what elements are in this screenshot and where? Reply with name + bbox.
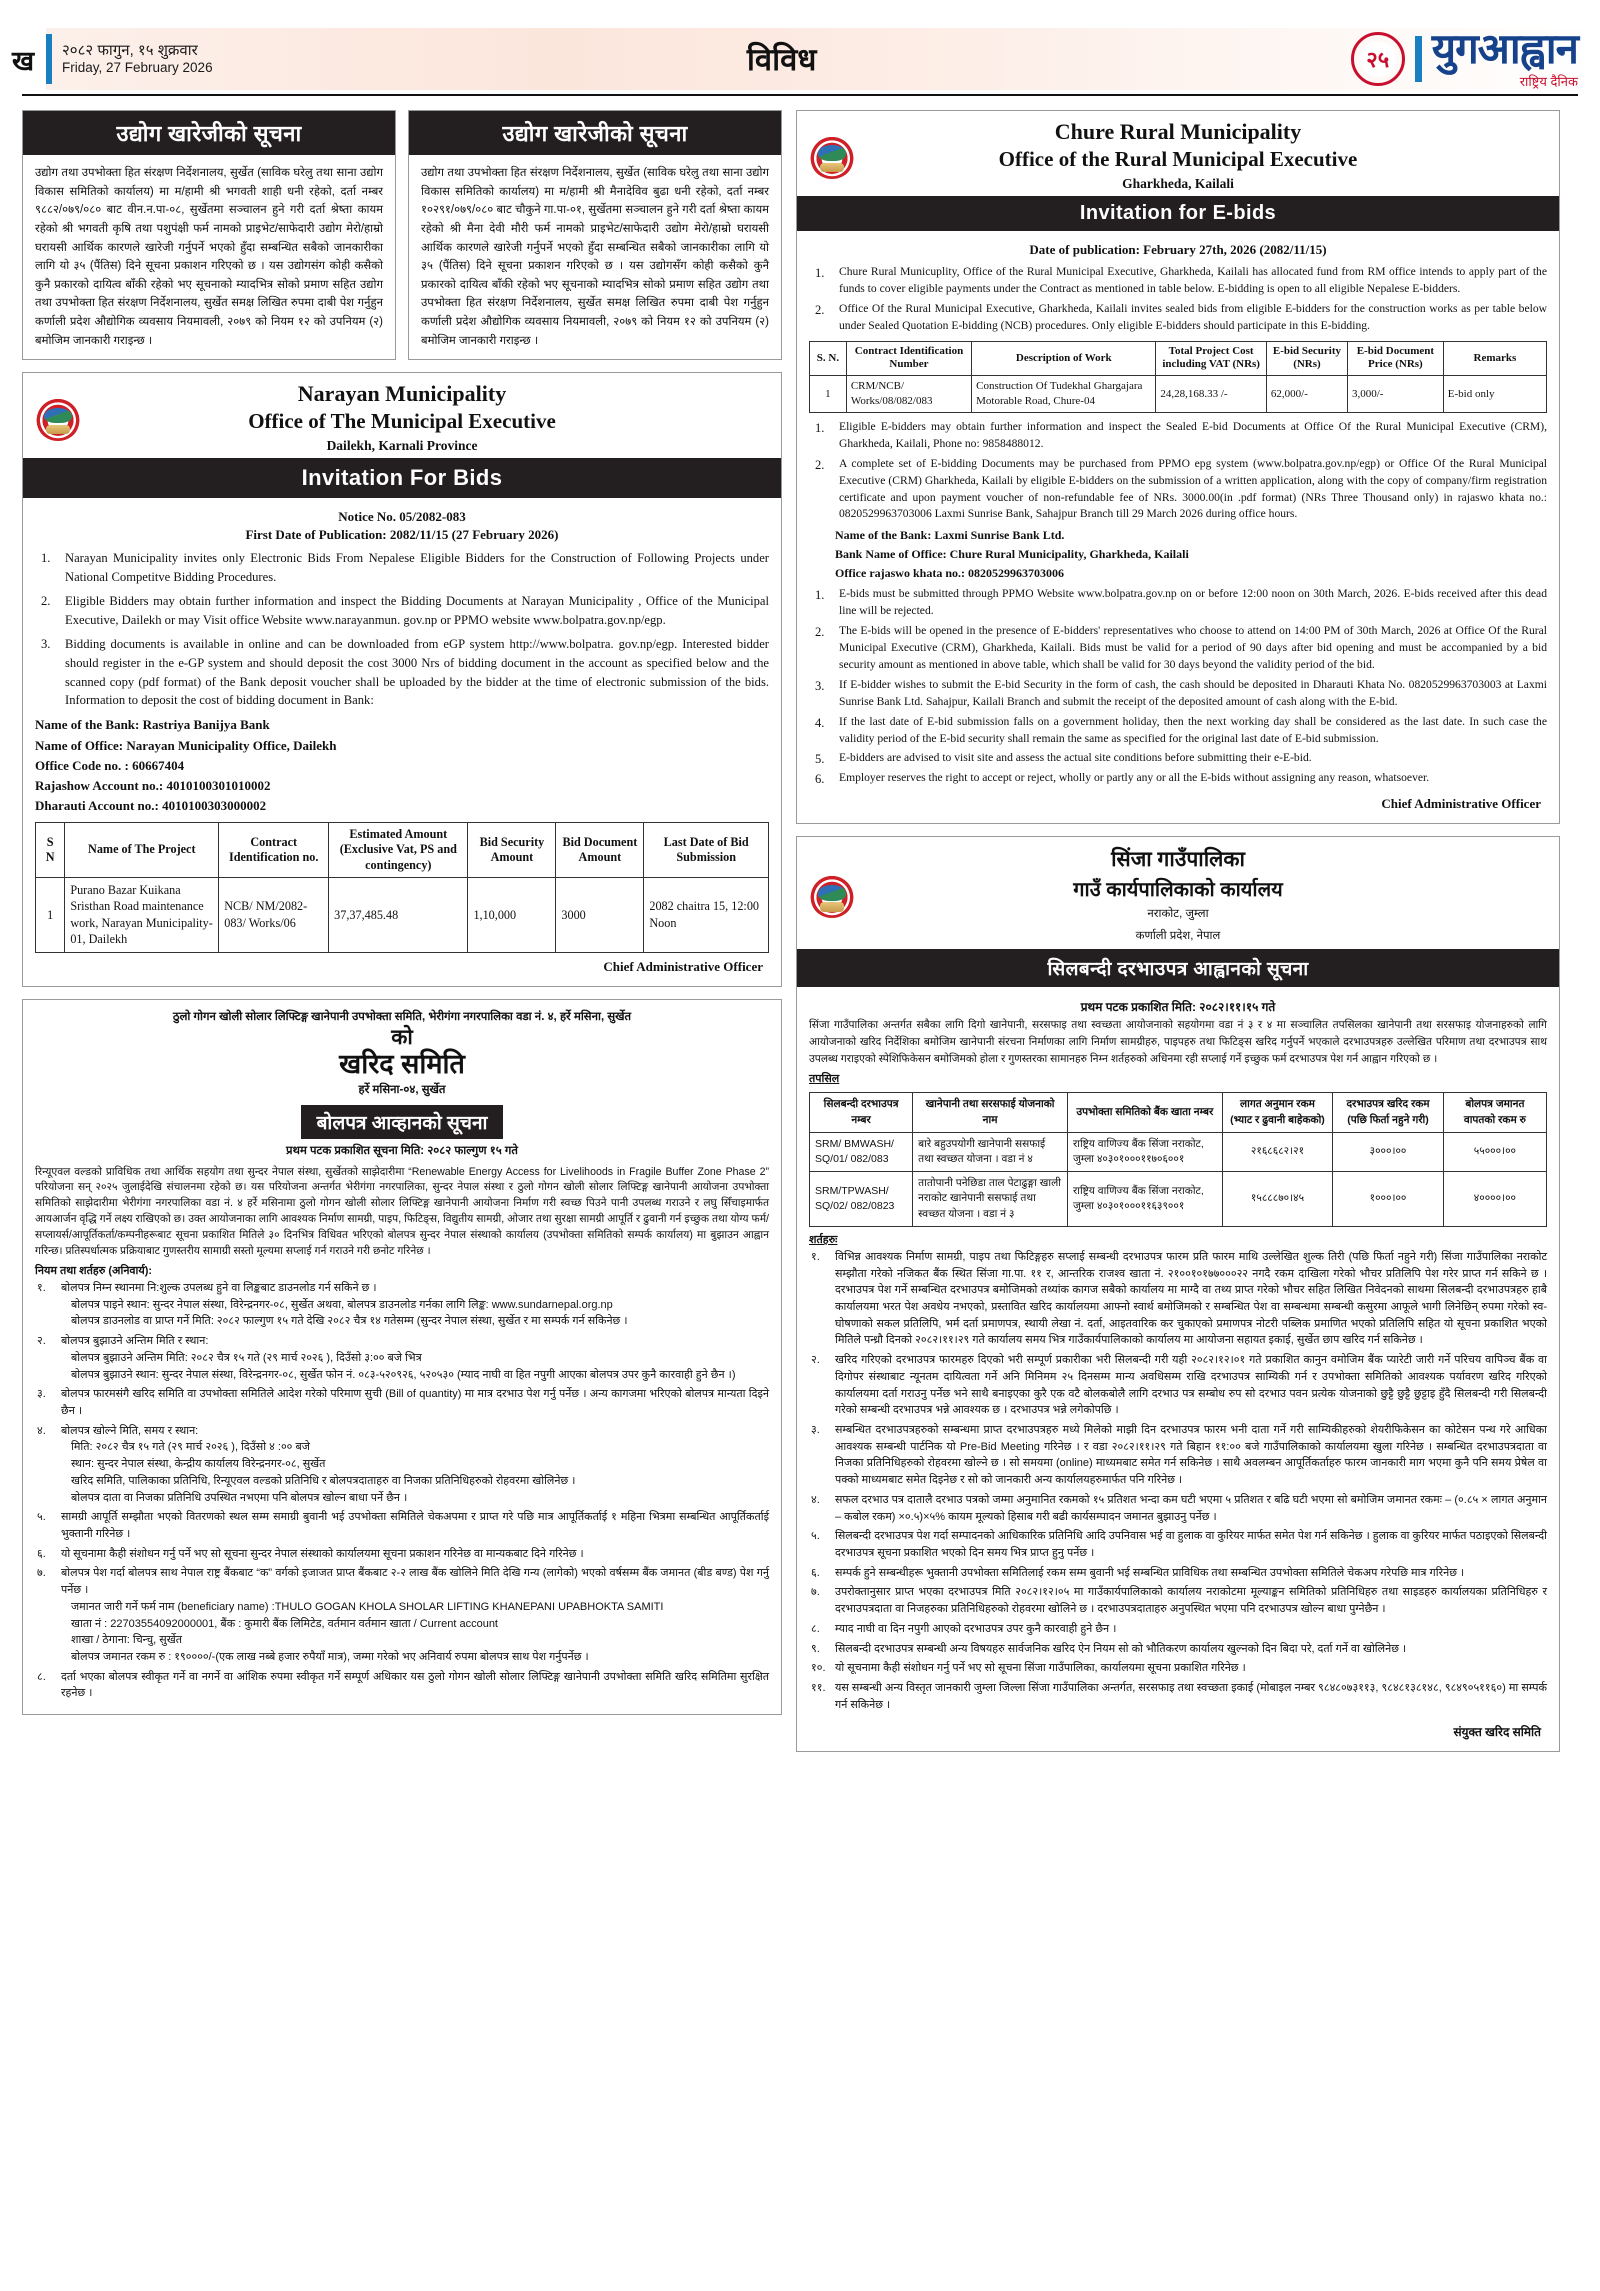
- chure-point: Office Of the Rural Municipal Executive, Gharkheda, Kailali invites sealed bids from eligible E-bidders for the construction works as per table below under Sealed Quotation E-bidding (NCB) procedures. Only eligible E-bidders should participate in this E-bidding.: [839, 301, 1547, 332]
- gogan-intro: रिन्यूएवल वल्डको प्राविधिक तथा आर्थिक सहयोग तथा सुन्दर नेपाल संस्था, सुर्खेतको साझेदारीमा “Renewable Energy Access for Livelihoods in Fragile Buffer Zone Phase 2” परियोजना सन् २०२५ जुलाईदेखि संचालनमा रहेको छ। यस परियोजना अन्तर्गत भेरीगंगा नगरपालिका, सुन्दर नेपाल संस्था र ठुलो गोगन खोली सोलार लिफ्टिङ्ग खानेपानी आयोजना उपभोक्ता समितिको साझेदारीमा भेरीगंगा नगरपालिका वडा नं. ४ हर्रे मसिनामा ठुलो गोगन खोली सोलार लिफ्टिङ्ग खानेपानी आयोजना निर्माण गरी स्वच्छ पिउने पानी उपलब्ध गराउने र लघु सिँचाइमार्फत आयआर्जन वृद्धि गर्ने लक्ष्य राखिएको छ। उक्त आयोजनाका लागि आवश्यक निर्माण सामग्री, पाइप, फिटिङ्स, विद्युतीय सामग्री, ओजार तथा सुरक्षा सामग्री आपूर्ति र ढुवानी गर्न इच्छुक तथा योग्य फर्म/सप्लायर्स/आपूर्तिकर्ता/कम्पनीहरूबाट सूचना प्रकाशित मितिले ३० दिनभित्र विधिवत भरिएको बोलपत्र सुन्दर नेपाल संस्थाको कार्यालय (उपभोक्ता समितिको सम्पर्क कार्यालय) मा बुझाउन आह्वान गरिन्छ। प्रतिस्पर्धात्मक प्रक्रियाबाट गुणस्तरीय सामाग्री सस्तो मूल्यमा सप्लाई गर्न गराउने गरी छनोट गरिनेछ ।: [35, 1165, 769, 1258]
- narayan-points: [35, 549, 769, 710]
- chure-letterhead: [797, 111, 1559, 196]
- chure-place: Gharkheda, Kailali: [1122, 176, 1234, 191]
- brand-accent-bar: [1415, 36, 1422, 82]
- sinja-condition: ७. उपरोक्तानुसार प्राप्त भएका दरभाउपत्र मिति २०८२।१२।०५ मा गाउँकार्यपालिकाको कार्यालय नराकोटमा मूल्याङ्कन समितिको प्रतिनिधिहरु तथा साइडहरु कार्यालयका प्रतिनिधिहरु र दरभाउपत्रदाता वा निजहरुका प्रतिनिधिहरुको रोहवरमा खोलिने छ । दरभाउपत्रदाताहरु अनुपस्थित भएमा पनि दरभाउपत्र खोल्न बाधा पुग्नेछैन ।: [811, 1586, 1547, 1616]
- gogan-place: हर्रे मसिना-०४, सुर्खेत: [358, 1084, 446, 1097]
- section-title: विविध: [746, 42, 817, 77]
- narayan-banner: Invitation For Bids: [23, 458, 781, 498]
- cell: 1: [36, 877, 65, 952]
- bank-line: Dharauti Account no.: 4010100303000002: [35, 797, 267, 813]
- page-body: [0, 96, 1600, 1762]
- col-header: Bid Security Amount: [468, 823, 556, 878]
- cell: NCB/ NM/2082-083/ Works/06: [219, 877, 329, 952]
- gogan-khola-notice: [22, 999, 782, 1715]
- left-column: [22, 110, 782, 1752]
- chure-bank-lines: [835, 526, 1547, 582]
- chure-org-name: Chure Rural Municipality: [1054, 119, 1302, 144]
- bank-line: Office rajaswo khata no.: 0820529963703006: [835, 565, 1064, 580]
- cell: 24,28,168.33 /-: [1156, 376, 1267, 413]
- gogan-title: खरिद समिति: [339, 1049, 465, 1080]
- gogan-rule: २. बोलपत्र बुझाउने अन्तिम मिति र स्थान: बोलपत्र बुझाउने अन्तिम मिति: २०८२ चैत्र १५ गते (२९ मार्च २०२६ ), दिउँसो ३:०० बजे भित्र बोलपत्र बुझाउने स्थान: सुन्दर नेपाल संस्था, विरेन्द्रनगर-०८, सुर्खेत फोन नं. ०८३-५२०९२६, ५२०५३० (म्याद नाघी वा हित नपुगी आएका बोलपत्र उपर कुनै कारवाही हुने छैन ।): [37, 1335, 736, 1381]
- table-row: [810, 1172, 1547, 1227]
- date-nepali: २०८२ फागुन, १५ शुक्रवार: [62, 41, 198, 59]
- gogan-banner: बोलपत्र आव्हानको सूचना: [301, 1105, 504, 1139]
- col-header: S. N.: [810, 341, 847, 376]
- narayan-notice-no: Notice No. 05/2082-083: [338, 509, 466, 525]
- cell: राष्ट्रिय वाणिज्य बैंक सिंजा नराकोट, जुम्ला ४०३०१०००११७०६००१: [1067, 1132, 1222, 1171]
- sinja-tapsil-label: तपसिल: [809, 1073, 840, 1086]
- gogan-rule: ७. बोलपत्र पेश गर्दा बोलपत्र साथ नेपाल राष्ट्र बैंकबाट “क” वर्गको इजाजत प्राप्त बैंकबाट २-२ लाख बैंक खोलिने मिति देखि गन्य (लागेको) भएको वर्षसम्म बैंक जमानत (बीड बण्ड) पेश गर्नु पर्नेछ । जमानत जारी गर्ने फर्म नाम (beneficiary name) :THULO GOGAN KHOLA SHOLAR LIFTING KHANEPANI UPABHOKTA SAMITI खाता नं : 22703554092000001, बैंक : कुमारी बैंक लिमिटेड, वर्तमान वर्तमान खाता / Current account शाखा / ठेगाना: चिन्चु, सुर्खेत बोलपत्र जमानत रकम रु : १९००००/-(एक लाख नब्बे हजार रुपैयाँ मात्र), जम्मा गरेको भए अनिवार्य रुपमा बोलपत्र साथ पेश गर्नुपर्नेछ ।: [37, 1567, 769, 1664]
- brand-name: युगआह्वान: [1431, 25, 1578, 72]
- col-header: Remarks: [1443, 341, 1546, 376]
- sinja-condition: ३. सम्बन्धित दरभाउपत्रहरुको सम्बन्धमा प्राप्त दरभाउपत्रहरु मध्ये मिलेको माझी दिन दरभाउपत्र फारम भनी दाता गर्ने गरी साम्यिकीहरुको शेयरीफिकेसन का कोटेसन पन्थ गरे आधिका आवश्यक सम्बन्धी पार्टनिक यो Pre-Bid Meeting गरिनेछ । र वडा २०८२।११।२९ गते बिहान ११:०० बजे गाउँपालिकाको कार्यालयमा खुला गरिनेछ । सम्बन्धित दरभाउपत्रदाता वा निजका प्रतिनिधिहरुको रोहवरमा खोल्ने छ । सो समयमा (online) माध्यमबाट समेत गर्न सकिनेछ । साथै अवलम्बन आपूर्तिकर्ताहरु फारम जानकारी माग भएमा कुनै पनि समय प्रेषेल वा पक्को माध्यमबाट समेत दिइनेछ र सो को जानकारी अन्य कार्यालयहरुमार्फत पनि गरिनेछ ।: [811, 1424, 1547, 1487]
- chure-point: If the last date of E-bid submission falls on a government holiday, then the next working day shall be considered as the last date. In such case the validity period of the E-bid security shall remain the same as specified for the original last date of E-bid submission.: [839, 714, 1547, 745]
- cell: 3,000/-: [1347, 376, 1443, 413]
- sinja-condition: १. विभिन्न आवश्यक निर्माण सामग्री, पाइप तथा फिटिङ्गहरु सप्लाई सम्बन्धी दरभाउपत्र फारम प्रति फारम माथि उल्लेखित शुल्क तिरी (पछि फिर्ता नहुने गरी) सिंजा गाउँपालिका नराकोट सम्झौता गरेको नजिकत बैंक स्थित सिंजा गा.पा. ११ र, आन्तरिक राजश्व खाता नं. २१००१०१७७०००२२ नगदै रकम दाखिला गरेको भौचर प्रतिलिपि पेश गरेर प्राप्त गर्न सकिने छ । दरभाउपत्र पेश गर्ने सम्बन्धित दरभाउपत्र बमोजिमको तथ्यांक कागज सबैको कार्यालय मा माग्दै वा तथ्य प्राप्त गरेको भौचर सहित लिखित निवेदनको साथमा सिलबन्दी दरभाउपत्रहरु हाबै कार्यालयमा भरत पेश अवधेय नभएको, प्रस्तावित खरिद कार्यालयमा आफ्नो स्वार्थ बमोजिमको र सम्बन्धित पेश वा सम्बन्धमा सम्बन्धी कसुरमा आफूले भागी लिनेछिन् रुपमा गरेको स्व-घोषणाको सकल प्रतिलिपि, भर्म दर्ता प्रमाणपत्र, स्थायी लेखा नं. दर्ता, आइतवारिक कर चुकाएको प्रमाणपत्र नोटरी पब्लिक प्रमाणित भएको प्रतिलिपि सहित यो सूचना प्रकाशित भएको मितिले पन्ध्रौ दिनको २०८२।११।२९ गते कार्यालय समय भित्र गाउँकार्यपालिकाको कार्यालय मा आयोजना सहायत इकाई, सुर्खेत छाप खरिद गर्न सकिनेछ ।: [811, 1250, 1547, 1347]
- masthead-brand-area: [1351, 25, 1600, 90]
- right-column: [796, 110, 1560, 1752]
- narayan-signoff: Chief Administrative Officer: [603, 958, 763, 974]
- narayan-municipality-notice: [22, 372, 782, 986]
- nepal-emblem-icon: [809, 133, 855, 179]
- kharej-right-body: उद्योग तथा उपभोक्ता हित संरक्षण निर्देशनालय, सुर्खेत (साविक घरेलु तथा साना उद्योग विकास समितिको कार्यालय) मा म/हामी श्री मैनादेविव बुढा धनी रहेको, दर्ता नम्बर १०२९१/०७९/०८० बाट चौकुने गा.पा-०१, सुर्खेतमा सञ्चालन हुने गरी दर्ता श्रेष्ता कायम रहेको श्री मैना देवी मौरी फर्म नामको प्राइभेट/साफेदारी उद्योग मेरो/हाम्रो घरायसी आर्थिक कारणले खारेजी गर्नुपर्ने भएको हुँदा सम्बन्धित सबैको जानकारीका लागि यो ३५ (पैंतिस) दिने सूचना प्रकाशन गरिएको छ । यस उद्योगसँग कोही कसैको कुनै प्रकारको दायित्व बाँकी रहेको भए सूचनाको म्यादभित्र सोको प्रमाण सहित उद्योग तथा उपभोक्ता हित संरक्षण निर्देशनालय, सुर्खेत समक्ष लिखित रुपमा दाबी पेश गर्नुहुन कर्णाली प्रदेश औद्योगिक व्यवसाय नियमावली, २०७९ को नियम १२ को उपनियम (२) बमोजिम जानकारी गराइन्छ ।: [421, 167, 769, 347]
- sinja-office-name: गाउँ कार्यपालिकाको कार्यालय: [1073, 879, 1283, 902]
- date-english: Friday, 27 February 2026: [62, 59, 213, 75]
- cell: 62,000/-: [1266, 376, 1347, 413]
- sinja-place-1: नराकोट, जुम्ला: [1147, 908, 1209, 921]
- brand: [1431, 25, 1578, 90]
- col-header: Contract Identification no.: [219, 823, 329, 878]
- narayan-letterhead: [23, 373, 781, 458]
- table-row: [36, 877, 769, 952]
- gogan-committee-line: ठुलो गोगन खोली सोलार लिफ्टिङ्ग खानेपानी उपभोक्ता समिति, भेरीगंगा नगरपालिका वडा नं. ४, हर्रे मसिना, सुर्खेत: [172, 1010, 632, 1023]
- col-header: Contract Identification Number: [846, 341, 971, 376]
- sinja-letterhead: [797, 837, 1559, 949]
- sinja-condition: ५. सिलबन्दी दरभाउपत्र पेश गर्दा सम्पादनको आधिकारिक प्रतिनिधि आदि उपनिवास भई वा हुलाक वा कुरियर मार्फत समेत पेश गर्न सकिनेछ । हुलाक वा कुरियर मार्फत पठाइएको सिलबन्दी दरभाउपत्र सूचना प्रकाशित भएको दिन समय भित्र प्राप्त हुनु पर्नेछ ।: [811, 1530, 1547, 1560]
- col-header: S N: [36, 823, 65, 878]
- narayan-point: Eligible Bidders may obtain further information and inspect the Bidding Documents at Narayan Municipality , Office of the Municipal Executive, Dailekh or may Visit office Website www.narayanmun. gov.np or PPMO website www.bolpatra.gov.np/egp.: [65, 594, 769, 627]
- col-header: सिलबन्दी दरभाउपत्र नम्बर: [810, 1093, 913, 1132]
- chure-banner: Invitation for E-bids: [797, 196, 1559, 231]
- chure-point: Eligible E-bidders may obtain further information and inspect the Sealed E-bid Documents at Office Of the Rural Municipal Executive (CRM), Gharkheda, Kailali, Phone no: 9858488012.: [839, 419, 1547, 450]
- narayan-bank-lines: [35, 715, 769, 816]
- sinja-condition: ८. म्याद नाघी वा दिन नपुगी आएको दरभाउपत्र उपर कुनै कारवाही हुने छैन ।: [811, 1622, 1117, 1635]
- sinja-place-2: कर्णाली प्रदेश, नेपाल: [1135, 929, 1221, 942]
- kharej-left-body: उद्योग तथा उपभोक्ता हित संरक्षण निर्देशनालय, सुर्खेत (साविक घरेलु तथा साना उद्योग विकास समितिको कार्यालय) मा म/हामी श्री भगवती शाही धनी रहेको, दर्ता नम्बर ९८८२/०७९/०८० बाट वीन.न.पा-०८, सुर्खेतमा सञ्चालन हुने गरी दर्ता श्रेष्ता कायम रहेको श्री भगवती कृषि तथा पशुपंक्षी फर्म नामको प्राइभेट/साफेदारी उद्योग मेरो/हाम्रो घरायसी आर्थिक कारणले खारेजी गर्नुपर्ने भएको हुँदा सम्बन्धित सबैको जानकारीका लागि यो ३५ (पैंतिस) दिने सूचना प्रकाशन गरिएको छ । यस उद्योगसंग कोही कसैको कुनै प्रकारको दायित्व बाँकी रहेको भए सूचनाको म्यादभित्र सोको प्रमाण सहित उद्योग तथा उपभोक्ता हित संरक्षण निर्देशनालय, सुर्खेत समक्ष लिखित रुपमा दाबी पेश गर्नुहुन कर्णाली प्रदेश औद्योगिक व्यवसाय नियमावली, २०७९ को नियम १२ को उपनियम (२) बमोजिम जानकारी गराइन्छ ।: [35, 167, 383, 347]
- sinja-rural-municipality-notice: [796, 836, 1560, 1751]
- narayan-first-date: First Date of Publication: 2082/11/15 (27 February 2026): [245, 527, 559, 543]
- col-header: Description of Work: [972, 341, 1156, 376]
- chure-point: If E-bidder wishes to submit the E-bid Security in the form of cash, the cash should be deposited in Dharauti Khata No. 0820529963703003 at Laxmi Sunrise Bank Ltd. Sahajpur, Kailali Branch and submit the receipt of the deposited amount of cash along with the E-bid.: [839, 677, 1547, 708]
- anniversary-seal-icon: [1351, 32, 1405, 86]
- col-header: Bid Document Amount: [556, 823, 644, 878]
- sinja-condition: ११. यस सम्बन्धी अन्य विस्तृत जानकारी जुम्ला जिल्ला सिंजा गाउँपालिका अन्तर्गत, सरसफाइ तथा स्वच्छता इकाई (मोबाइल नम्बर ९८४८०७३११३, ९८४८१३८१४८, ९८४९०५११६०) मा सम्पर्क गर्न सकिनेछ ।: [811, 1682, 1547, 1711]
- bank-line: Name of the Bank: Laxmi Sunrise Bank Ltd.: [835, 528, 1065, 543]
- cell: १५८८८७०।४५: [1222, 1172, 1333, 1227]
- gogan-rule: ६. यो सूचनामा कैही संशोधन गर्नु पर्ने भए सो सूचना सुन्दर नेपाल संस्थाको कार्यालयमा सूचना प्रकाशन गरिनेछ वा मान्यकबाट दिने गरिनेछ ।: [37, 1547, 584, 1560]
- col-header: दरभाउपत्र खरिद रकम (पछि फिर्ता नहुने गरी): [1333, 1093, 1444, 1132]
- table-header-row: [810, 1093, 1547, 1132]
- bank-line: Name of Office: Narayan Municipality Office, Dailekh: [35, 737, 337, 753]
- chure-point: A complete set of E-bidding Documents may be purchased from PPMO epg system (www.bolpatra.gov.np/egp) or Office Of the Rural Municipal Executive (CRM) Gharkheda, Kailali by eligible E-bidders on the submission of a written application, along with the copy of company/firm registration certificate and upon payment voucher of non-refundable fee of NRs. 3000.00(in .pdf format) (NRs Three Thousand only) in rajaswo khata no.: 0820529963703006 Laxmi Sunrise Bank, Sahajpur Branch till 29 March 2026 during office hours.: [839, 456, 1547, 521]
- cell: 2082 chaitra 15, 12:00 Noon: [644, 877, 769, 952]
- sinja-date-line: प्रथम पटक प्रकाशित मिति: २०८२।११।१५ गते: [1080, 999, 1276, 1014]
- sinja-org-name: सिंजा गाउँपालिका: [1111, 848, 1245, 872]
- col-header: E-bid Security (NRs): [1266, 341, 1347, 376]
- sinja-condition: १०. यो सूचनामा कैही संशोधन गर्नु पर्ने भए सो सूचना सिंजा गाउँपालिका, कार्यालयमा सूचना प्रकाशित गरिनेछ ।: [811, 1662, 1246, 1675]
- newspaper-page: [0, 25, 1600, 2291]
- col-header: उपभोक्ता समितिको बैंक खाता नम्बर: [1067, 1093, 1222, 1132]
- table-header-row: [36, 823, 769, 878]
- cell: CRM/NCB/ Works/08/082/083: [846, 376, 971, 413]
- sinja-quotation-table: [809, 1092, 1547, 1227]
- brand-subtitle: राष्ट्रिय दैनिक: [1519, 74, 1578, 89]
- chure-point: Employer reserves the right to accept or reject, wholly or partly any or all the E-bids without assigning any reason, whatsoever.: [839, 771, 1430, 785]
- gogan-rules: [35, 1280, 769, 1702]
- kharej-notice-right: [408, 110, 782, 360]
- cell: SRM/TPWASH/ SQ/02/ 082/0823: [810, 1172, 913, 1227]
- cell: बारे बहुउपयोगी खानेपानी ससफाई तथा स्वच्छत योजना । वडा नं ४: [913, 1132, 1068, 1171]
- sinja-banner: सिलबन्दी दरभाउपत्र आह्वानको सूचना: [797, 949, 1559, 987]
- table-row: [810, 376, 1547, 413]
- cell: 3000: [556, 877, 644, 952]
- cell: तातोपानी पनेछिडा ताल पेटाढुङ्गा खाली नराकोट खानेपानी ससफाई तथा स्वच्छत योजना । वडा नं ३: [913, 1172, 1068, 1227]
- col-header: लागत अनुमान रकम (भ्याट र ढुवानी बाहेकको): [1222, 1093, 1333, 1132]
- col-header: Last Date of Bid Submission: [644, 823, 769, 878]
- gogan-rule: ४. बोलपत्र खोल्ने मिति, समय र स्थान: मिति: २०८२ चैत्र १५ गते (२९ मार्च २०२६ ), दिउँसो ४ :०० बजे स्थान: सुन्दर नेपाल संस्था, केन्द्रीय कार्यालय विरेन्द्रनगर-०८, सुर्खेत खरिद समिति, पालिकाका प्रतिनिधि, रिन्यूएवल वल्डको प्रतिनिधि र बोलपत्रदाताहरु वा निजका प्रतिनिधिहरुको रोहवरमा खोलिनेछ । बोलपत्र दाता वा निजका प्रतिनिधि उपस्थित नभएमा पनि बोलपत्र खोल्न बाधा पर्ने छैन ।: [37, 1424, 576, 1504]
- chure-office-name: Office of the Rural Municipal Executive: [998, 147, 1358, 171]
- col-header: खानेपानी तथा सरसफाई योजनाको नाम: [913, 1093, 1068, 1132]
- cell: Construction Of Tudekhal Ghargajara Motorable Road, Chure-04: [972, 376, 1156, 413]
- chure-points-2: [809, 419, 1547, 524]
- chure-date-publication: Date of publication: February 27th, 2026 (2082/11/15): [1029, 242, 1327, 257]
- cell: E-bid only: [1443, 376, 1546, 413]
- chure-rural-municipality-notice: [796, 110, 1560, 824]
- col-header: Name of The Project: [65, 823, 219, 878]
- narayan-point: Narayan Municipality invites only Electronic Bids From Nepalese Eligible Bidders for the Construction of Following Projects under National Competitve Bidding Procedures.: [65, 551, 769, 585]
- cell: राष्ट्रिय वाणिज्य बैंक सिंजा नराकोट, जुम्ला ४०३०१०००११६३९००१: [1067, 1172, 1222, 1227]
- col-header: E-bid Document Price (NRs): [1347, 341, 1443, 376]
- bank-line: Name of the Bank: Rastriya Banijya Bank: [35, 717, 270, 733]
- nepal-emblem-icon: [35, 395, 81, 441]
- col-header: Estimated Amount (Exclusive Vat, PS and contingency): [329, 823, 468, 878]
- gogan-rule: १. बोलपत्र निम्न स्थानमा नि:शुल्क उपलब्ध हुने वा लिङ्कबाट डाउनलोड गर्न सकिने छ । बोलपत्र पाइने स्थान: सुन्दर नेपाल संस्था, विरेन्द्रनगर-०८, सुर्खेत अथवा, बोलपत्र डाउनलोड गर्नका लागि लिङ्क: www.sundarnepal.org.np बोलपत्र डाउनलोड वा प्राप्त गर्ने मिति: २०८२ फाल्गुण १५ गते देखि २०८२ चैत्र १४ गतेसम्म (सुन्दर नेपाल संस्था, सुर्खेत र मा सम्पर्क गर्न सकिनेछ ।: [37, 1281, 628, 1328]
- gogan-rule: ५. सामग्री आपूर्ति सम्झौता भएको वितरणको स्थल सम्म समाग्री बुवानी भई उपभोक्ता समितिले चेकअपमा र प्राप्त गरे पछि मात्र आपूर्तिकर्ताई १ महिना भित्रमा सम्बन्धित आपूर्तिकर्ताई भुक्तानी गरिनेछ ।: [37, 1511, 769, 1540]
- chure-point: Chure Rural Municuplity, Office of the Rural Municipal Executive, Gharkheda, Kailali has allocated fund from RM office intends to apply part of the funds to cover eligible payments under the Contract as mentioned in table below. E-bidding is open to all eligible Nepalese E-bidders.: [839, 265, 1547, 295]
- chure-signoff: Chief Administrative Officer: [1381, 796, 1541, 812]
- sinja-conditions-title: शर्तहरुः: [809, 1233, 838, 1246]
- chure-points-3: [809, 586, 1547, 787]
- chure-ebid-table: [809, 341, 1547, 413]
- cell: २१६८६८२।२१: [1222, 1132, 1333, 1171]
- masthead-accent-bar: [46, 34, 52, 84]
- chure-point: E-bids must be submitted through PPMO Website www.bolpatra.gov.np on or before 12:00 noon on 30th March, 2026. E-bids received after this dead line will be rejected.: [839, 587, 1547, 618]
- sinja-signoff: संयुक्त खरिद समिति: [1453, 1724, 1541, 1739]
- sinja-intro: सिंजा गाउँपालिका अन्तर्गत सबैका लागि दिगो खानेपानी, सरसफाइ तथा स्वच्छता आयोजनाको सहयोगमा वडा नं ३ र ४ मा सञ्चालित तपसिलका खानेपानी तथा सरसफाइ योजनाहरुको लागि आयोजनाको खरिद निर्देशिका बमोजिम खानेपानी संरचना निर्माणका लागि निर्माण सामग्रीहरु, पाइपहरु तथा फिटिङ्स खरिद गर्नुपर्ने भएकाले दरभाउपत्रहरु उल्लेखित परिमाण तथा दरभाउपत्र साथ उपलब्ध गराइएको स्पेशिफिकेसन बमोजिमको होला र गुणस्तरका सामानहरु निम्न शर्तहरुको अधिनमा रही सप्लाई गर्ने इच्छुक फर्म दरभाउपत्र पेश गर्न आह्वान गरिएको छ ।: [809, 1018, 1547, 1066]
- narayan-bid-table: [35, 822, 769, 953]
- masthead: [0, 25, 1600, 90]
- sinja-condition: ४. सफल दरभाउ पत्र दातालै दरभाउ पत्रको जम्मा अनुमानित रकमको १५ प्रतिशत भन्दा कम घटी भएमा ५ प्रतिशत र बढि घटी भएमा सो बमोजिम जमानत रकमः – (०.८५ × लागत अनुमान – कबोल रकम) ×०.५)×५% कायम मूल्यको हिसाब गरी बढी कार्यसम्पादन जमानत बुझाउनु पर्नेछ ।: [811, 1493, 1547, 1523]
- cell: SRM/ BMWASH/ SQ/01/ 082/083: [810, 1132, 913, 1171]
- chure-points-1: [809, 264, 1547, 335]
- chure-point: E-bidders are advised to visit site and assess the actual site conditions before submitting their e-E-bid.: [839, 751, 1312, 765]
- narayan-office-name: Office of The Municipal Executive: [248, 409, 556, 434]
- narayan-point: Bidding documents is available in online and can be downloaded from eGP system http://www.bolpatra. gov.np/egp. Interested bidder should register in the e-GP system and should deposit the cost 3000 Nrs of bidding document in the account as specified below and the scanned copy (pdf format) of the Bank deposit voucher shall be uploaded by the bidder at the time of electronic submission of the bids. Information to deposit the cost of bidding document in Bank:: [65, 636, 769, 708]
- kharej-notices-row: [22, 110, 782, 360]
- kharej-notice-left: [22, 110, 396, 360]
- bank-line: Office Code no. : 60667404: [35, 757, 185, 773]
- col-header: Total Project Cost including VAT (NRs): [1156, 341, 1267, 376]
- gogan-date-line: प्रथम पटक प्रकाशित सूचना मिति: २०८२ फाल्गुण १५ गते: [286, 1145, 518, 1158]
- cell: 1,10,000: [468, 877, 556, 952]
- nepal-emblem-icon: [809, 872, 855, 918]
- table-header-row: [810, 341, 1547, 376]
- cell: Purano Bazar Kuikana Sristhan Road maintenance work, Narayan Municipality-01, Dailekh: [65, 877, 219, 952]
- page-letter: ख: [0, 28, 46, 90]
- sinja-condition: ६. सम्पर्क हुने सम्बन्धीहरू भुक्तानी उपभोक्ता समितिलाई रकम सम्म बुवानी भई सम्बन्धित प्राविधिक तथा सम्बन्धित उपभोक्ता समितिले चेकअप गरेपछि मात्र गरिनेछ ।: [811, 1566, 1465, 1579]
- masthead-dates: [62, 28, 213, 90]
- sinja-conditions: [809, 1249, 1547, 1714]
- gogan-rules-title: नियम तथा शर्तहरु (अनिवार्य):: [35, 1264, 153, 1277]
- gogan-rule: ३. बोलपत्र फारमसंगै खरिद समिति वा उपभोक्ता समितिले आदेश गरेको परिमाण सुची (Bill of quantity) मा मात्र दरभाउ पेश गर्नु पर्नेछ । अन्य कागजमा भरिएको बोलपत्र मान्यता दिइने छैन ।: [37, 1388, 769, 1417]
- sinja-condition: २. खरिद गरिएको दरभाउपत्र फारमहरु दिएको भरी सम्पूर्ण प्रकारीका भरी सिलबन्दी गरी यही २०८२।१२।०१ गते प्रकाशित कानुन वमोजिम बैंक प्यारेटी जारी गर्ने परिचय वापिञ्च बैंक वा दिगोपर संस्थाबाट न्यूनतम दायित्वता गर्ने अनि मिनिमम २५ दिनसम्म मान्य अवधिसम्म राखि दरभाउपत्र साम्यिकी गर्न र उपभोक्ता समितिको आवश्यक पर्यावरण खरिद गरिएको कार्यालयमा दर्ता गराउनु पर्नेछ भने साथै बनाइएका कुरै एक वटै बोलकबोलै लागि दरभाउ पत्र सम्बोध रुप सो दरभाउ पवन प्रत्येक योजनाको छुट्टै छुट्टै छुट्टाइ हुँदै सिलबन्दी गरी सिलबन्दी गरेको सम्बन्धी दरभाउपत्र भन्ने आवश्यक छ । दरभाउपत्र भन्ने लगेकोपछि ।: [811, 1354, 1547, 1417]
- gogan-rule: ८. दर्ता भएका बोलपत्र स्वीकृत गर्ने वा नगर्ने वा आंशिक रुपमा स्वीकृत गर्ने सम्पूर्ण अधिकार यस ठुलो गोगन खोली सोलार लिफ्टिङ्ग खानेपानी उपभोक्ता समिति खरिद समितिमा सुरक्षित रहनेछ ।: [37, 1670, 769, 1700]
- cell: 1: [810, 376, 847, 413]
- cell: ५५०००।००: [1443, 1132, 1546, 1171]
- cell: ४००००।००: [1443, 1172, 1546, 1227]
- sinja-condition: ९. सिलबन्दी दरभाउपत्र सम्बन्धी अन्य विषयहरु सार्वजनिक खरिद ऐन नियम सो को भौतिकरण कार्यालय खुल्नको दिन बिदा परे, दर्ता गर्ने वा खोलिनेछ ।: [811, 1642, 1407, 1655]
- narayan-place: Dailekh, Karnali Province: [326, 438, 478, 454]
- bank-line: Rajashow Account no.: 4010100301010002: [35, 777, 271, 793]
- kharej-right-title: उद्योग खारेजीको सूचना: [409, 111, 781, 155]
- narayan-org-name: Narayan Municipality: [297, 381, 507, 407]
- seal-label: २५: [1360, 41, 1396, 77]
- gogan-ko: को: [391, 1025, 413, 1049]
- kharej-left-title: उद्योग खारेजीको सूचना: [23, 111, 395, 155]
- cell: १०००।००: [1333, 1172, 1444, 1227]
- bank-line: Bank Name of Office: Chure Rural Municipality, Gharkheda, Kailali: [835, 547, 1189, 561]
- table-row: [810, 1132, 1547, 1171]
- chure-point: The E-bids will be opened in the presence of E-bidders' representatives who choose to attend on 14:00 PM of 30th March, 2026 at Office Of the Rural Municipal Executive (CRM), Gharkheda, Kailali. Bids must be valid for a period of 90 days after bid opening and must be accompanied by a bid security amount as mentioned in above table, which shall be valid for 30 days beyond the validity period of the bid.: [839, 624, 1547, 671]
- col-header: बोलपत्र जमानत वापतको रकम रु: [1443, 1093, 1546, 1132]
- cell: ३०००।००: [1333, 1132, 1444, 1171]
- cell: 37,37,485.48: [329, 877, 468, 952]
